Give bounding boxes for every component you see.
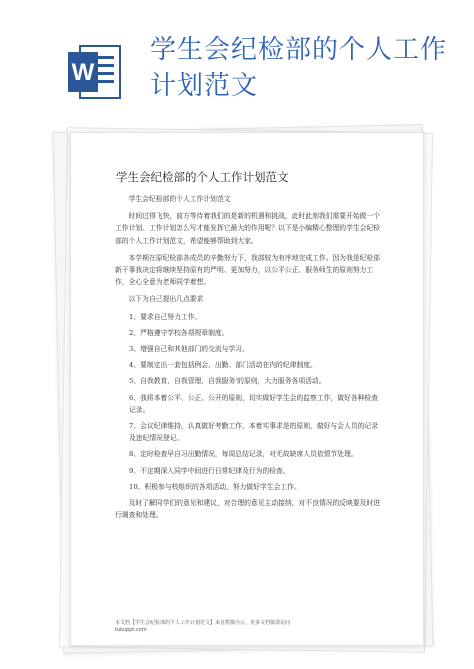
list-item: 10、积极参与校组织的各项活动，努力做好学生会工作。 — [129, 482, 301, 491]
svg-text:W: W — [71, 59, 95, 86]
header-banner — [0, 0, 474, 120]
document-title: 学生会纪检部的个人工作计划范文 — [116, 170, 289, 184]
list-item: 3、增强自己和其他部门的交流与学习。 — [129, 345, 249, 354]
footer-source-text: 本文档【学生会纪检部的个人工作计划范文】来自熊猫办公，更多文档敬请访问 — [115, 620, 291, 626]
list-item: 6、我将本着公平、公正、公开的原则，切实做好学生会的监察工作，做好各种检查记录。 — [129, 393, 379, 414]
list-item: 9、不定期深入同学中间进行日常纪律及行为的检查。 — [129, 466, 290, 475]
list-item: 1、要求自己努力工作。 — [129, 312, 202, 321]
paragraph: 时间过得飞快，前方等待着我们的是新的机遇和挑战，此时此刻我们需要开始做一个工作计划。工作计划怎么写才能发挥它最大的作用呢？以下是小编精心整理的学生会纪检部的个人工作计划范文，希望能够帮助到大家。 — [115, 212, 381, 245]
document-footer — [115, 620, 395, 634]
list-item: 4、要制定出一套包括例会、出勤、部门活动在内的纪律制度。 — [129, 361, 317, 370]
footer-link[interactable]: tukuppt.com — [115, 627, 147, 633]
document-subtitle: 学生会纪检部的个人工作计划范文 — [128, 195, 231, 203]
document-page — [70, 132, 424, 646]
list-item: 5、自我教育、自我管理、自我服务'的原则，大力服务各项活动。 — [129, 377, 326, 386]
header-title: 学生会纪检部的个人工作计划范文 — [150, 35, 448, 101]
list-item: 7、会议纪律维持，认真做好考勤工作，本着实事求是的原则，做好与会人员的记录及违纪情况登记。 — [129, 422, 379, 443]
list-item: 2、严格遵守学校各项规章制度。 — [129, 328, 229, 337]
list-item: 8、定时检查早自习出勤情况，每周总结记录，对无故缺席人员依情节处理。 — [129, 450, 358, 459]
word-document-icon — [66, 40, 124, 104]
paragraph: 本学期在原纪检部各成员的辛勤努力下，我部较为有序地完成工作。因为我是纪检部新干事我决定将继续坚持原有的严明、更加努力，以公平公正、服务师生的原则努力工作，全心全意为老师同学着想。 — [115, 253, 381, 287]
paragraph: 以下为自己提出几点要求 — [128, 295, 204, 304]
document-body — [115, 193, 383, 526]
closing-paragraph: 及时了解同学们的意见和建议，对合理的意见主动接纳，对不良情况的反映要及时进行调查和处理。 — [115, 499, 381, 520]
